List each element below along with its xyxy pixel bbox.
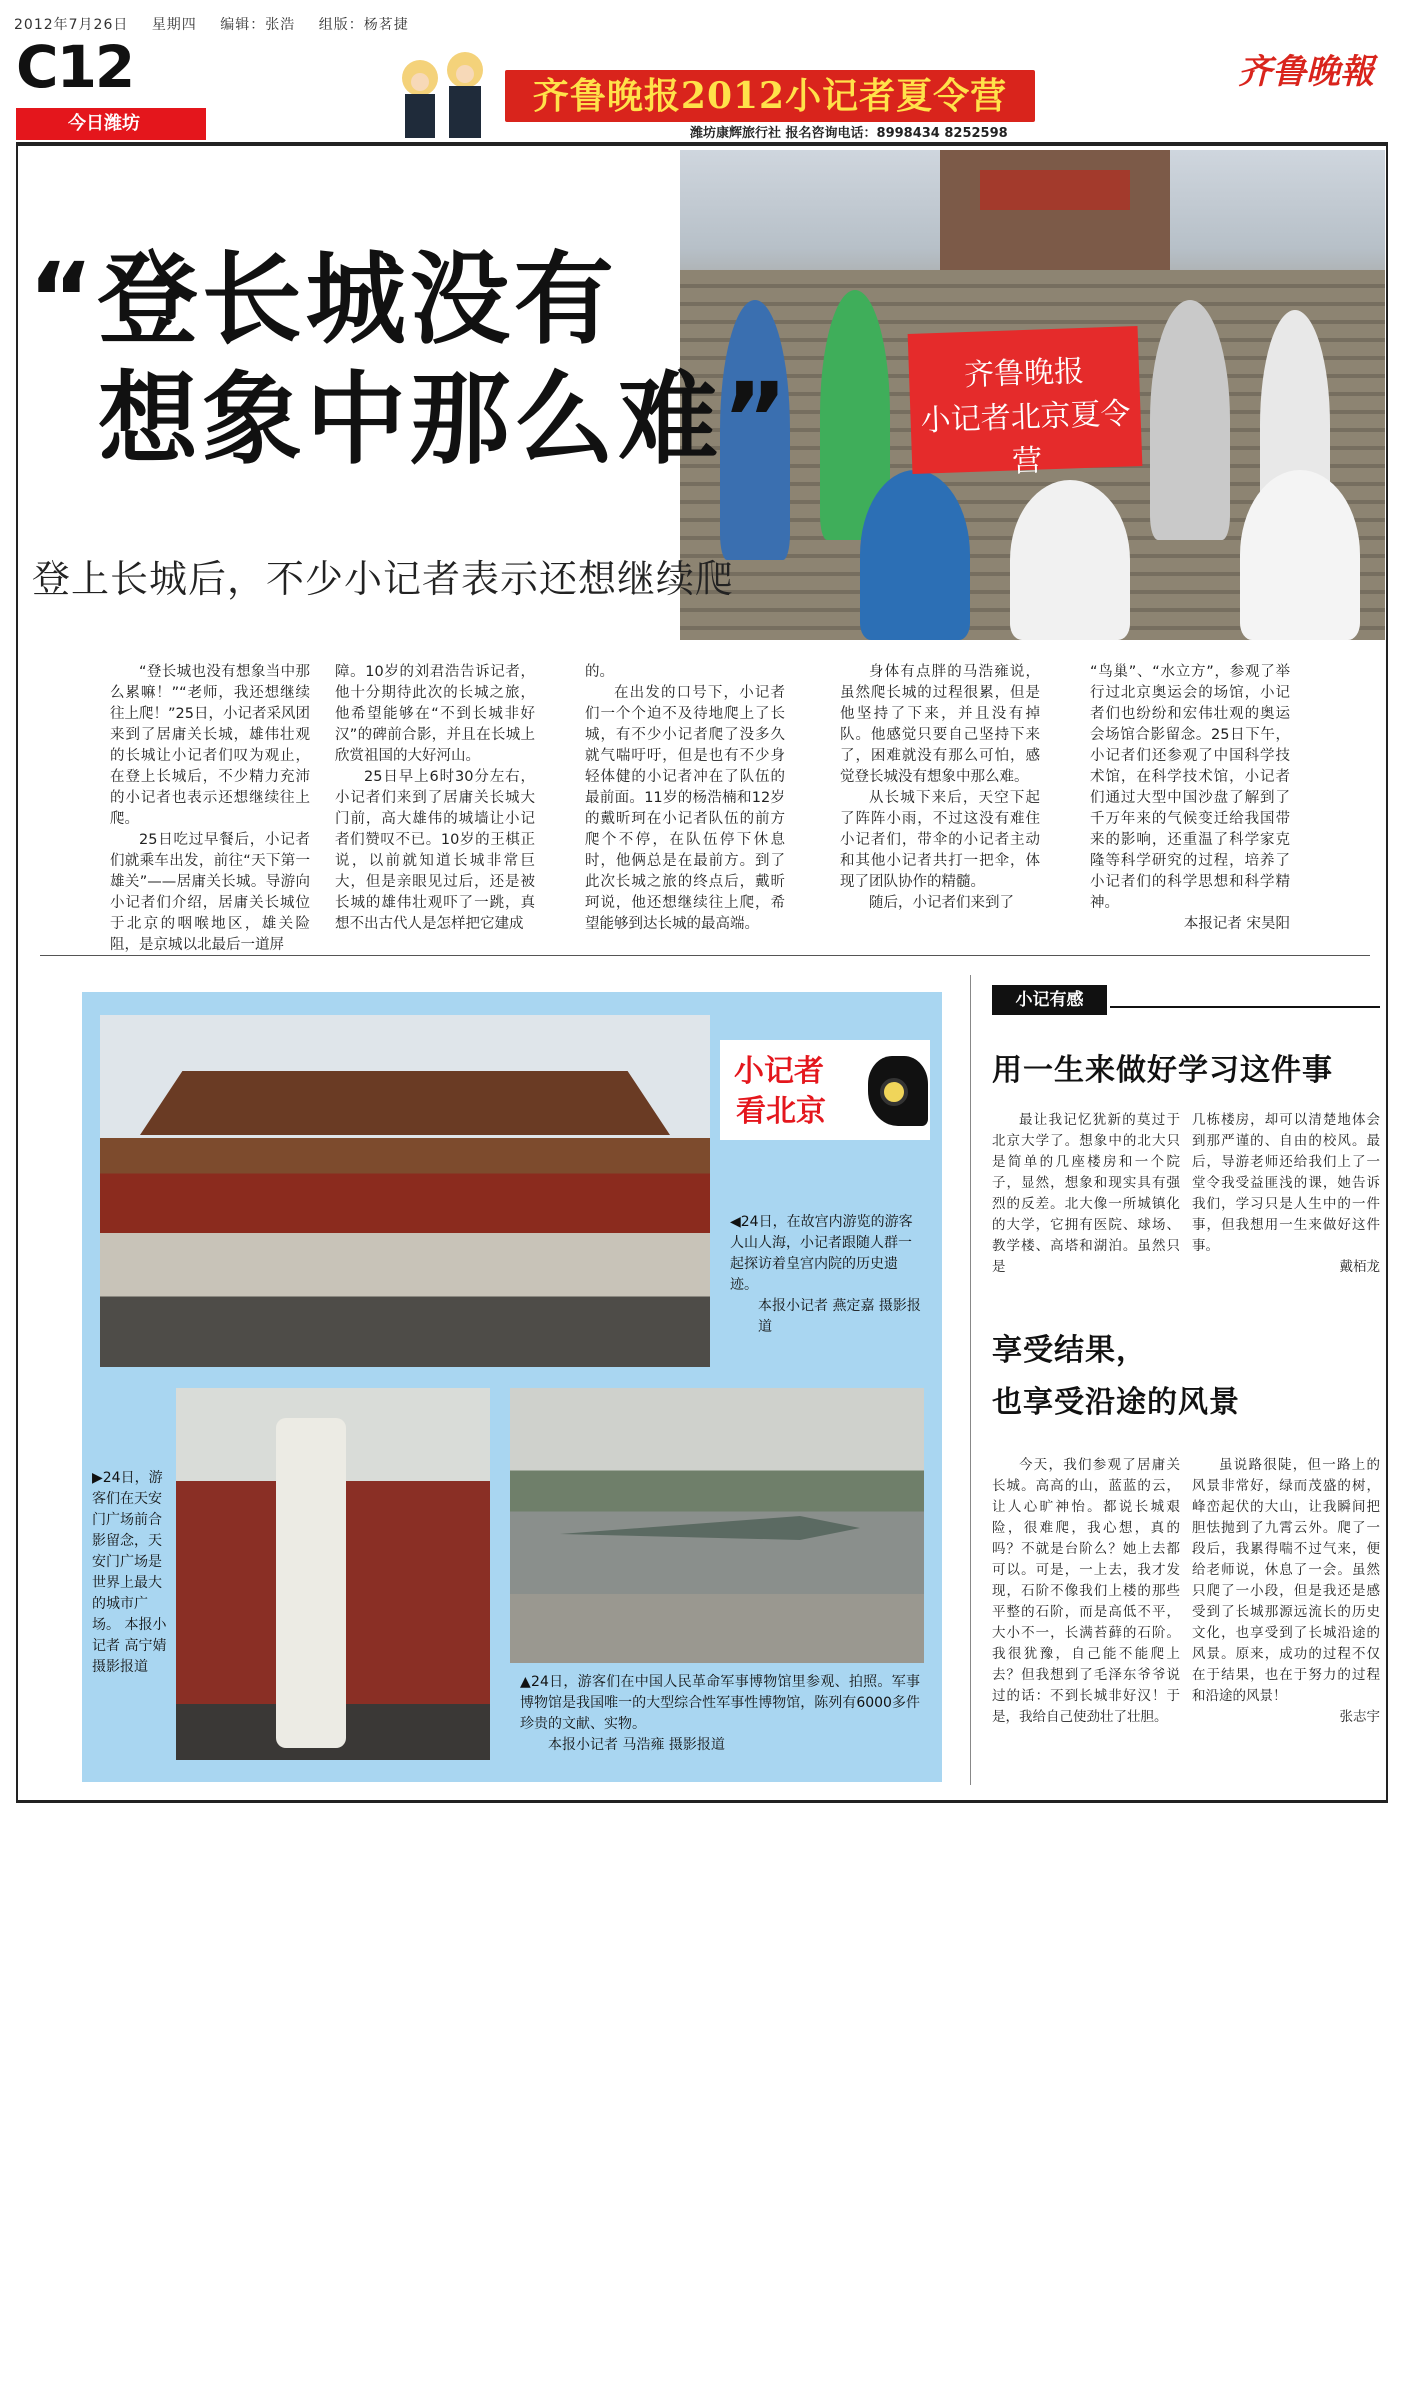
caption-byline: 本报小记者 马浩雍 摄影报道 — [548, 1737, 725, 1753]
caption-forbidden-city: ◀24日，在故宫内游览的游客人山人海，小记者跟随人群一起探访着皇宫内院的历史遗迹。 本报小记者 燕定嘉 摄影报道 — [730, 1212, 925, 1338]
essay1-byline: 戴栢龙 — [1339, 1259, 1380, 1275]
page-number: C12 — [16, 33, 134, 101]
paragraph: 在出发的口号下，小记者们一个个迫不及待地爬上了长城，有不少小记者爬了没多久就气喘吁吁，但是也有不少身轻体健的小记者冲在了队伍的最前面。11岁的杨浩楠和12岁的戴昕珂在小记者队伍的前方爬个不停，在队伍停下休息时，他俩总是在最前方。到了此次长城之旅的终点后，戴昕珂说，他还想继续往上爬，希望能够到达长城的最高端。 — [585, 685, 785, 932]
top-rule — [16, 142, 1388, 146]
article-column-3 — [585, 662, 785, 935]
photo-banner-line2: 小记者北京夏令营 — [920, 396, 1132, 480]
subheadline: 登上长城后，不少小记者表示还想继续爬 — [32, 557, 735, 601]
caption-byline: 本报小记者 高宁婧 摄影报道 — [92, 1617, 167, 1675]
newspaper-logo: 齐鲁晚報 — [1238, 52, 1374, 92]
mascot-icon — [385, 40, 500, 140]
headline — [28, 240, 792, 480]
essay1-column-1: 最让我记忆犹新的莫过于北京大学了。想象中的北大只是简单的几座楼房和一个院子，显然，想象和现实具有强烈的反差。北大像一所城镇化的大学，它拥有医院、球场、教学楼、高塔和湖泊。虽然只是 — [992, 1112, 1180, 1275]
huabiao-pillar — [276, 1418, 346, 1748]
wall-gate — [940, 150, 1170, 270]
sidebar-tag: 小记有感 — [992, 985, 1107, 1015]
badge-line1: 小记者 — [734, 1054, 824, 1089]
photo-banner-line1: 齐鲁晚报 — [963, 353, 1085, 394]
paragraph: 的。 — [585, 664, 614, 680]
date: 2012年7月26日 — [14, 17, 129, 33]
paragraph: 障。10岁的刘君浩告诉记者，他十分期待此次的长城之旅，他希望能够在“不到长城非好汉”的碑前合影，并且在长城上欣赏祖国的大好河山。 — [335, 664, 535, 764]
article-byline: 本报记者 宋昊阳 — [1183, 916, 1290, 932]
left-rule — [16, 142, 18, 1802]
camp-banner: 齐鲁晚报2012小记者夏令营 — [505, 70, 1035, 122]
essay1-column-2: 几栋楼房，却可以清楚地体会到那严谨的、自由的校风。最后，导游老师还给我们上了一堂令我受益匪浅的课，她告诉我们，学习只是人生中的一件事，但我想用一生来做好这件事。 戴栢龙 — [1192, 1110, 1380, 1278]
magnifier-icon — [880, 1078, 908, 1106]
tiananmen-photo — [176, 1388, 490, 1760]
weekday: 星期四 — [151, 17, 197, 33]
paragraph: 随后，小记者们来到了 — [869, 895, 1014, 911]
badge-line2: 看北京 — [736, 1094, 826, 1129]
feature-badge — [720, 1040, 930, 1140]
masthead-info — [14, 14, 427, 34]
article-column-1 — [110, 662, 310, 956]
caption-tiananmen: ▶24日，游客们在天安门广场前合影留念，天安门广场是世界上最大的城市广场。 本报小记者 高宁婧 摄影报道 — [92, 1470, 167, 1675]
paragraph: “鸟巢”、“水立方”，参观了举行过北京奥运会的场馆，小记者们也纷纷和宏伟壮观的奥运会场馆合影留念。25日下午，小记者们还参观了中国科学技术馆，在科学技术馆，小记者们通过大型中国沙盘了解到了千万年来的气候变迁给我国带来的影响，还重温了科学家克隆等科学研究的过程，培养了小记者们的科学思想和科学精神。 — [1090, 664, 1290, 911]
forbidden-city-photo — [100, 1015, 710, 1367]
paragraph: “登长城也没有想象当中那么累嘛！”“老师，我还想继续往上爬！”25日，小记者采风团来到了居庸关长城，雄伟壮观的长城让小记者们叹为观止，在登上长城后，不少精力充沛的小记者也表示还想继续往上爬。 — [110, 664, 310, 827]
layout-editor: 组版：杨茗捷 — [318, 17, 409, 33]
sponsor-line: 潍坊康辉旅行社 报名咨询电话：8998434 8252598 — [690, 126, 1008, 141]
caption-military-museum: ▲24日，游客们在中国人民革命军事博物馆里参观、拍照。军事博物馆是我国唯一的大型综合性军事性博物馆，陈列有6000多件珍贵的文献、实物。 本报小记者 马浩雍 摄影报道 — [520, 1672, 920, 1756]
paragraph: 从长城下来后，天空下起了阵阵小雨，不过这没有难住小记者们，带伞的小记者主动和其他小记者共打一把伞，体现了团队协作的精髓。 — [840, 790, 1040, 890]
headline-line1: “登长城没有 — [28, 241, 618, 358]
article-column-4 — [840, 662, 1040, 914]
military-museum-photo — [510, 1388, 924, 1663]
article-body — [110, 662, 1370, 953]
photo-banner — [908, 326, 1143, 480]
paragraph: 25日早上6时30分左右，小记者们来到了居庸关长城大门前，高大雄伟的城墙让小记者们赞叹不已。10岁的王棋正说，以前就知道长城非常巨大，但是亲眼见过后，还是被长城的雄伟壮观吓了一跳，真想不出古代人是怎样把它建成 — [335, 769, 535, 932]
palace-roof — [140, 1055, 670, 1135]
essay2-column-1: 今天，我们参观了居庸关长城。高高的山，蓝蓝的云，让人心旷神怡。都说长城艰险，很难爬，我心想，真的吗？不就是台阶么？她上去都可以。可是，一上去，我才发现，石阶不像我们上楼的那些平整的石阶，而是高低不平，大小不一，长满苔藓的石阶。我很犹豫，自己能不能爬上去？但我想到了毛泽东爷爷说过的话：不到长城非好汉！于是，我给自己使劲壮了壮胆。 — [992, 1457, 1180, 1725]
bottom-rule — [16, 1800, 1388, 1803]
paragraph: 身体有点胖的马浩雍说，虽然爬长城的过程很累，但是他坚持了下来，并且没有掉队。他感觉只要自己坚持下来了，困难就没有那么可怕，感觉登长城没有想象中那么难。 — [840, 664, 1040, 785]
headline-line2: 想象中那么难” — [98, 361, 792, 478]
section-tab: 今日潍坊 — [16, 108, 206, 140]
editor: 编辑：张浩 — [220, 17, 296, 33]
jet-aircraft — [560, 1498, 860, 1558]
article-column-5 — [1090, 662, 1290, 935]
sidebar-rule — [1110, 1006, 1380, 1008]
essay2-byline: 张志宇 — [1339, 1709, 1380, 1725]
essay2-column-2: 虽说路很陡，但一路上的风景非常好，绿而茂盛的树，峰峦起伏的大山，让我瞬间把胆怯抛到了九霄云外。爬了一段后，我累得喘不过气来，便给老师说，休息了一会。虽然只爬了一小段，但是我还是感受到了长城那源远流长的历史文化，也享受到了长城沿途的风景。原来，成功的过程不仅在于结果，也在于努力的过程和沿途的风景！ 张志宇 — [1192, 1455, 1380, 1728]
right-rule — [1386, 142, 1388, 1802]
essay1-title: 用一生来做好学习这件事 — [992, 1053, 1333, 1088]
paragraph: 25日吃过早餐后，小记者们就乘车出发，前往“天下第一雄关”——居庸关长城。导游向小记者们介绍，居庸关长城位于北京的咽喉地区，雄关险阻，是京城以北最后一道屏 — [110, 832, 310, 953]
column-divider — [970, 975, 971, 1785]
essay2-title: 享受结果， 也享受沿途的风景 — [992, 1333, 1240, 1420]
caption-byline: 本报小记者 燕定嘉 摄影报道 — [758, 1298, 921, 1335]
article-column-2 — [335, 662, 535, 935]
section-divider — [40, 955, 1370, 956]
